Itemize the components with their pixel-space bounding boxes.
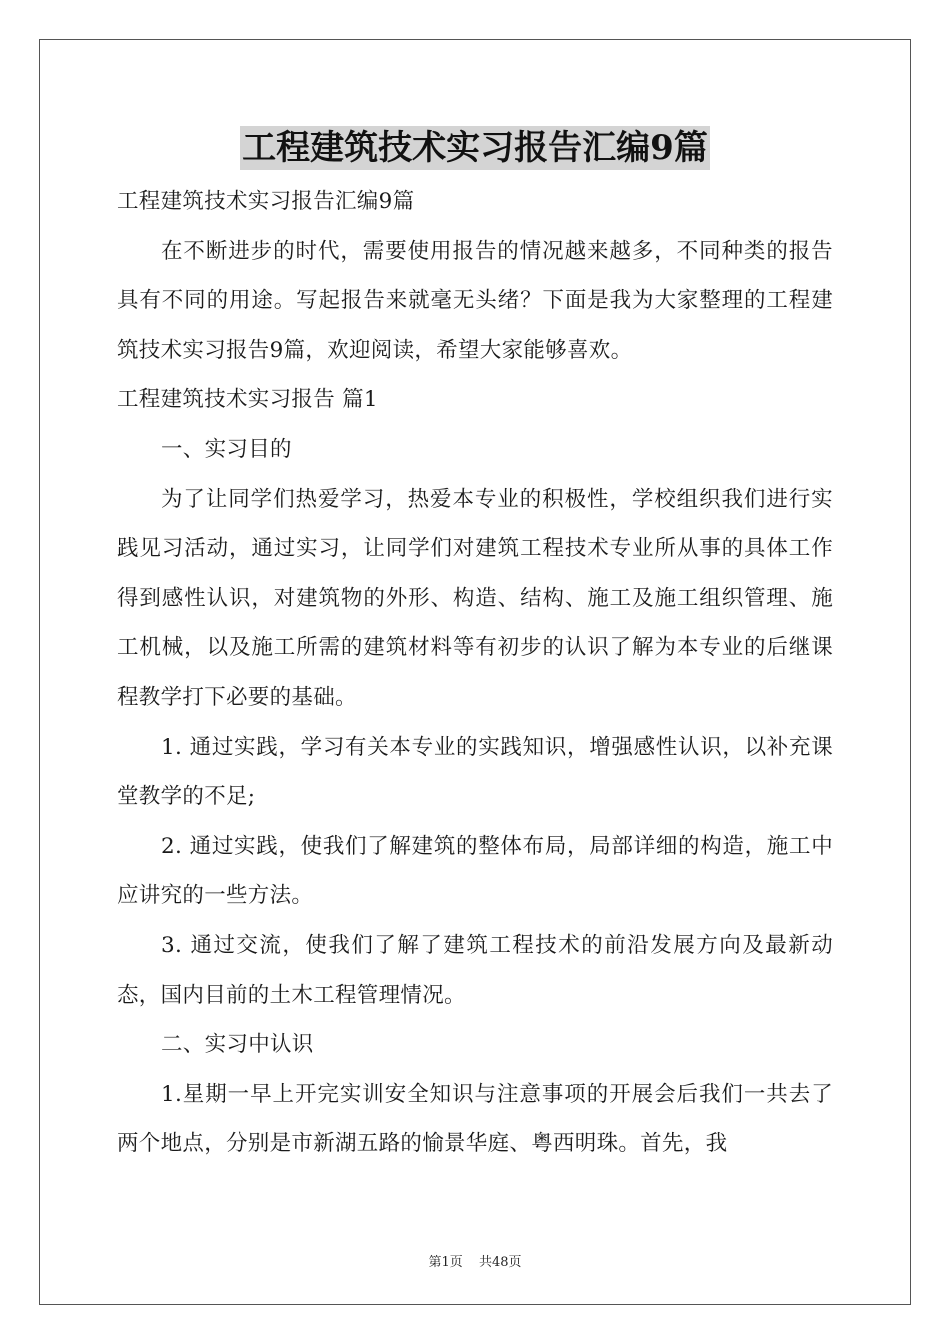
page-number: 第1页 bbox=[428, 1255, 463, 1270]
document-title: 工程建筑技术实习报告汇编9篇 bbox=[242, 128, 708, 168]
subsection-heading: 二、实习中认识 bbox=[161, 1032, 314, 1058]
paragraph: 为了让同学们热爱学习，热爱本专业的积极性，学校组织我们进行实践见习活动，通过实习，让同学们对建筑工程技术专业所从事的具体工作得到感性认识，对建筑物的外形、构造、结构、施工及施工组织管理、施工机械，以及施工所需的建筑材料等有初步的认识了解为本专业的后继课程教学打下必要的基础。 bbox=[117, 486, 833, 710]
subsection-heading: 一、实习目的 bbox=[161, 436, 292, 462]
document-body bbox=[117, 177, 833, 1169]
paragraph: 1.星期一早上开完实训安全知识与注意事项的开展会后我们一共去了两个地点，分别是市新湖五路的愉景华庭、粤西明珠。首先，我 bbox=[117, 1081, 833, 1157]
section-heading: 工程建筑技术实习报告 篇1 bbox=[117, 387, 378, 413]
page-total: 共48页 bbox=[478, 1255, 522, 1270]
list-item: 1. 通过实践，学习有关本专业的实践知识，增强感性认识，以补充课堂教学的不足; bbox=[117, 734, 833, 810]
title-container bbox=[0, 126, 950, 170]
paragraph: 在不断进步的时代，需要使用报告的情况越来越多，不同种类的报告具有不同的用途。写起报告来就毫无头绪？下面是我为大家整理的工程建筑技术实习报告9篇，欢迎阅读，希望大家能够喜欢。 bbox=[117, 238, 833, 363]
list-item: 2. 通过实践，使我们了解建筑的整体布局，局部详细的构造，施工中应讲究的一些方法。 bbox=[117, 833, 833, 909]
paragraph: 工程建筑技术实习报告汇编9篇 bbox=[117, 189, 415, 214]
page-footer bbox=[0, 1251, 950, 1270]
list-item: 3. 通过交流，使我们了解了建筑工程技术的前沿发展方向及最新动态，国内目前的土木工程管理情况。 bbox=[117, 932, 833, 1008]
